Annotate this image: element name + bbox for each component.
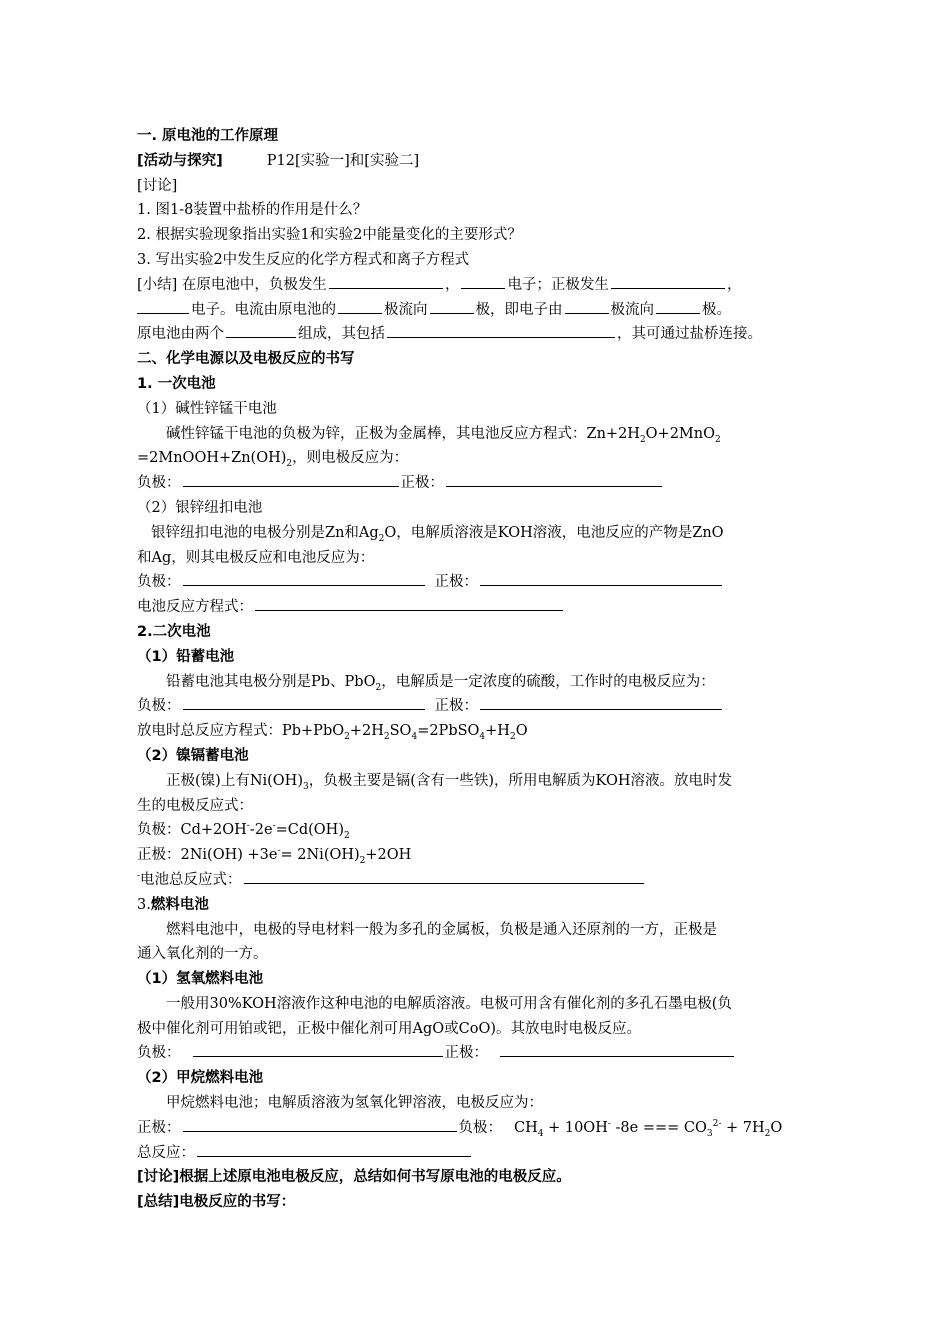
nicd-positive xyxy=(137,843,817,868)
nicd-desc: ，负极主要是镉(含有一些铁)，所用电解质为KOH溶液。放电时发 xyxy=(308,772,733,789)
methane-text: 甲烷燃料电池；电解质溶液为氢氧化钾溶液，电极反应为： xyxy=(166,1095,543,1112)
negative-label: 负极： xyxy=(137,698,181,715)
answer-blank[interactable] xyxy=(193,1041,443,1057)
nicd-text-2: 生的电极反应式： xyxy=(137,797,253,814)
equation-part: ，则电极反应为： xyxy=(292,450,409,467)
answer-blank[interactable] xyxy=(183,1116,457,1132)
silver-zinc-cell-eq xyxy=(137,595,817,620)
answer-blank[interactable] xyxy=(565,298,609,314)
discussion-prompt: [讨论]根据上述原电池电极反应，总结如何书写原电池的电极反应。 xyxy=(137,1169,571,1186)
superscript: - xyxy=(246,821,250,832)
subscript: 2 xyxy=(764,1128,771,1139)
summary-text: ， xyxy=(444,276,460,293)
summary-prompt: [总结]电极反应的书写： xyxy=(137,1194,296,1211)
subscript: 3 xyxy=(303,781,309,792)
negative-label: 负极： xyxy=(137,475,181,492)
subscript: 2 xyxy=(509,732,516,743)
lead-acid-heading: （1）铅蓄电池 xyxy=(137,648,235,665)
question-2: 2. 根据实验现象指出实验1和实验2中能量变化的主要形式？ xyxy=(137,227,522,244)
negative-label: 负极： xyxy=(137,1045,181,1062)
subscript: 2 xyxy=(639,434,646,445)
silver-zinc-heading: （2）银锌纽扣电池 xyxy=(137,499,263,516)
nicd-desc: 正极(镍)上有Ni(OH) xyxy=(166,772,303,789)
discuss-label: [讨论] xyxy=(137,177,178,194)
silver-desc: 银锌纽扣电池的电极分别是Zn和Ag xyxy=(151,524,379,541)
summary-text: 原电池由两个 xyxy=(137,326,224,343)
equation-part: CH xyxy=(514,1119,538,1136)
equation-part: = 2Ni(OH) xyxy=(280,847,360,864)
superscript: - xyxy=(607,1119,611,1130)
equation-part: =Cd(OH) xyxy=(275,822,344,839)
total-label: 总反应： xyxy=(137,1144,195,1161)
superscript: - xyxy=(277,846,281,857)
subscript: 4 xyxy=(479,732,486,743)
answer-blank[interactable] xyxy=(480,570,722,586)
document-page xyxy=(137,124,817,1215)
equation-part: -8e === CO xyxy=(610,1119,707,1136)
answer-blank[interactable] xyxy=(183,570,425,586)
summary-text: 电子。电流由原电池的 xyxy=(191,301,336,318)
subscript: 4 xyxy=(537,1128,544,1139)
h2-o2-text: 一般用30%KOH溶液作这种电池的电解质溶液。电极可用含有催化剂的多孔石墨电极(负 xyxy=(166,995,732,1012)
equation-part: +H xyxy=(485,723,510,740)
equation-part: + 10OH xyxy=(543,1119,608,1136)
equation-part: O xyxy=(515,723,528,740)
subscript: 2 xyxy=(286,459,293,470)
answer-blank[interactable] xyxy=(446,471,662,487)
answer-blank[interactable] xyxy=(656,298,700,314)
nicd-total xyxy=(137,868,817,893)
equation-part: =2PbSO xyxy=(417,723,480,740)
answer-blank[interactable] xyxy=(137,298,189,314)
positive-label: 正极： xyxy=(400,475,444,492)
superscript: 2- xyxy=(712,1119,722,1130)
summary-text: [小结] 在原电池中，负极发生 xyxy=(137,276,327,293)
methane-heading: （2）甲烷燃料电池 xyxy=(137,1070,264,1087)
superscript: - xyxy=(272,821,276,832)
negative-label: 负极： xyxy=(137,574,181,591)
equation-part: -2e xyxy=(249,822,273,839)
equation-part: 正极：2Ni(OH) +3e xyxy=(137,847,278,864)
lead-acid-electrodes xyxy=(137,694,817,719)
silver-zinc-electrodes xyxy=(137,570,817,595)
answer-blank[interactable] xyxy=(329,273,443,289)
subscript: 2 xyxy=(378,533,385,544)
silver-zinc-text-2: 和Ag，则其电极反应和电池反应为： xyxy=(137,549,375,566)
subscript: 2 xyxy=(715,434,721,445)
summary-text: 极流向 xyxy=(384,301,428,318)
summary-text: 电子；正极发生 xyxy=(507,276,609,293)
subscript: 4 xyxy=(411,732,418,743)
answer-blank[interactable] xyxy=(338,298,382,314)
alkaline-text xyxy=(137,422,817,447)
positive-label: 正极： xyxy=(444,1045,488,1062)
alkaline-electrodes xyxy=(137,471,817,496)
lead-acid-total xyxy=(137,719,817,744)
fuel-cell-text: 燃料电池中，电极的导电材料一般为多孔的金属板，负极是通入还原剂的一方，正极是 xyxy=(166,921,717,938)
fuel-title: 燃料电池 xyxy=(150,896,209,913)
nicd-heading: （2）镍镉蓄电池 xyxy=(137,747,249,764)
positive-label: 正极： xyxy=(434,574,478,591)
subscript: 2 xyxy=(343,831,350,842)
lead-acid-text xyxy=(137,670,817,695)
lead-desc: ，电解质是一定浓度的硫酸，工作时的电极反应为： xyxy=(381,673,715,690)
silver-zinc-text xyxy=(137,521,817,546)
negative-label: 负极： xyxy=(458,1119,502,1136)
summary-text: 组成，其包括 xyxy=(298,326,385,343)
equation-part: Zn+2H xyxy=(586,425,640,442)
summary-line-2 xyxy=(137,298,817,323)
equation-part: 放电时总反应方程式：Pb+PbO xyxy=(137,723,345,740)
summary-line-1 xyxy=(137,273,817,298)
equation-part: +2H xyxy=(349,723,384,740)
h2-o2-text-2: 极中催化剂可用铂或钯，正极中催化剂可用AgO或CoO)。其放电时电极反应。 xyxy=(137,1020,642,1037)
subscript: 2 xyxy=(383,732,390,743)
subscript: 2 xyxy=(359,856,366,866)
answer-blank[interactable] xyxy=(387,322,615,338)
question-3: 3. 写出实验2中发生反应的化学方程式和离子方程式 xyxy=(137,251,470,268)
answer-blank[interactable] xyxy=(244,868,644,884)
equation-part: +2OH xyxy=(365,847,412,864)
methane-total xyxy=(137,1141,817,1166)
nicd-total-label: 电池总反应式： xyxy=(140,871,242,888)
question-1: 1. 图1-8装置中盐桥的作用是什么？ xyxy=(137,202,368,219)
alkaline-heading: （1）碱性锌锰干电池 xyxy=(137,400,277,417)
alkaline-equation xyxy=(137,446,817,471)
summary-text: 极，即电子由 xyxy=(475,301,563,318)
alkaline-desc: 碱性锌锰干电池的负极为锌，正极为金属棒，其电池反应方程式： xyxy=(166,425,587,442)
section-2-title: 二、化学电源以及电极反应的书写 xyxy=(137,351,355,368)
lead-desc: 铅蓄电池其电极分别是Pb、PbO xyxy=(166,673,376,690)
nicd-text xyxy=(137,769,817,794)
superscript: - xyxy=(137,871,141,882)
answer-blank[interactable] xyxy=(183,471,399,487)
section-1-title: 一. 原电池的工作原理 xyxy=(137,128,279,144)
equation-part: =2MnOOH+Zn(OH) xyxy=(137,450,287,467)
primary-battery-heading: 1. 一次电池 xyxy=(137,375,216,392)
answer-blank[interactable] xyxy=(226,322,296,338)
activity-line xyxy=(137,149,817,174)
answer-blank[interactable] xyxy=(430,298,474,314)
summary-text: ，其可通过盐桥连接。 xyxy=(617,326,762,343)
equation-part: O xyxy=(770,1119,783,1136)
answer-blank[interactable] xyxy=(611,273,725,289)
answer-blank[interactable] xyxy=(500,1041,734,1057)
equation-part: SO xyxy=(389,723,412,740)
subscript: 3 xyxy=(706,1128,713,1139)
summary-line-3 xyxy=(137,322,817,347)
activity-label: [活动与探究] xyxy=(137,152,223,169)
answer-blank[interactable] xyxy=(480,694,722,710)
summary-text: 极流向 xyxy=(610,301,654,318)
subscript: 2 xyxy=(344,732,350,743)
secondary-battery-heading: 2.二次电池 xyxy=(137,623,211,640)
equation-part: + 7H xyxy=(721,1119,765,1136)
activity-ref: P12[实验一]和[实验二] xyxy=(266,152,420,169)
h2-o2-electrodes xyxy=(137,1041,817,1066)
methane-electrodes xyxy=(137,1116,817,1141)
answer-blank[interactable] xyxy=(197,1141,471,1157)
answer-blank[interactable] xyxy=(461,273,505,289)
equation-part: O+2MnO xyxy=(645,425,716,442)
silver-desc: O，电解质溶液是KOH溶液，电池反应的产物是ZnO xyxy=(384,524,724,541)
h2-o2-heading: （1）氢氧燃料电池 xyxy=(137,971,264,988)
summary-text: 极。 xyxy=(702,301,731,318)
cell-eq-label: 电池反应方程式： xyxy=(137,599,253,616)
fuel-cell-heading xyxy=(137,893,817,918)
subscript: 2 xyxy=(375,682,382,693)
nicd-negative xyxy=(137,818,817,843)
equation-part: 负极：Cd+2OH xyxy=(137,822,247,839)
answer-blank[interactable] xyxy=(183,694,425,710)
positive-label: 正极： xyxy=(137,1119,181,1136)
fuel-number: 3. xyxy=(137,896,151,913)
fuel-cell-text-2: 通入氧化剂的一方。 xyxy=(137,946,268,963)
summary-text: ， xyxy=(726,276,742,293)
answer-blank[interactable] xyxy=(255,595,563,611)
positive-label: 正极： xyxy=(434,698,478,715)
